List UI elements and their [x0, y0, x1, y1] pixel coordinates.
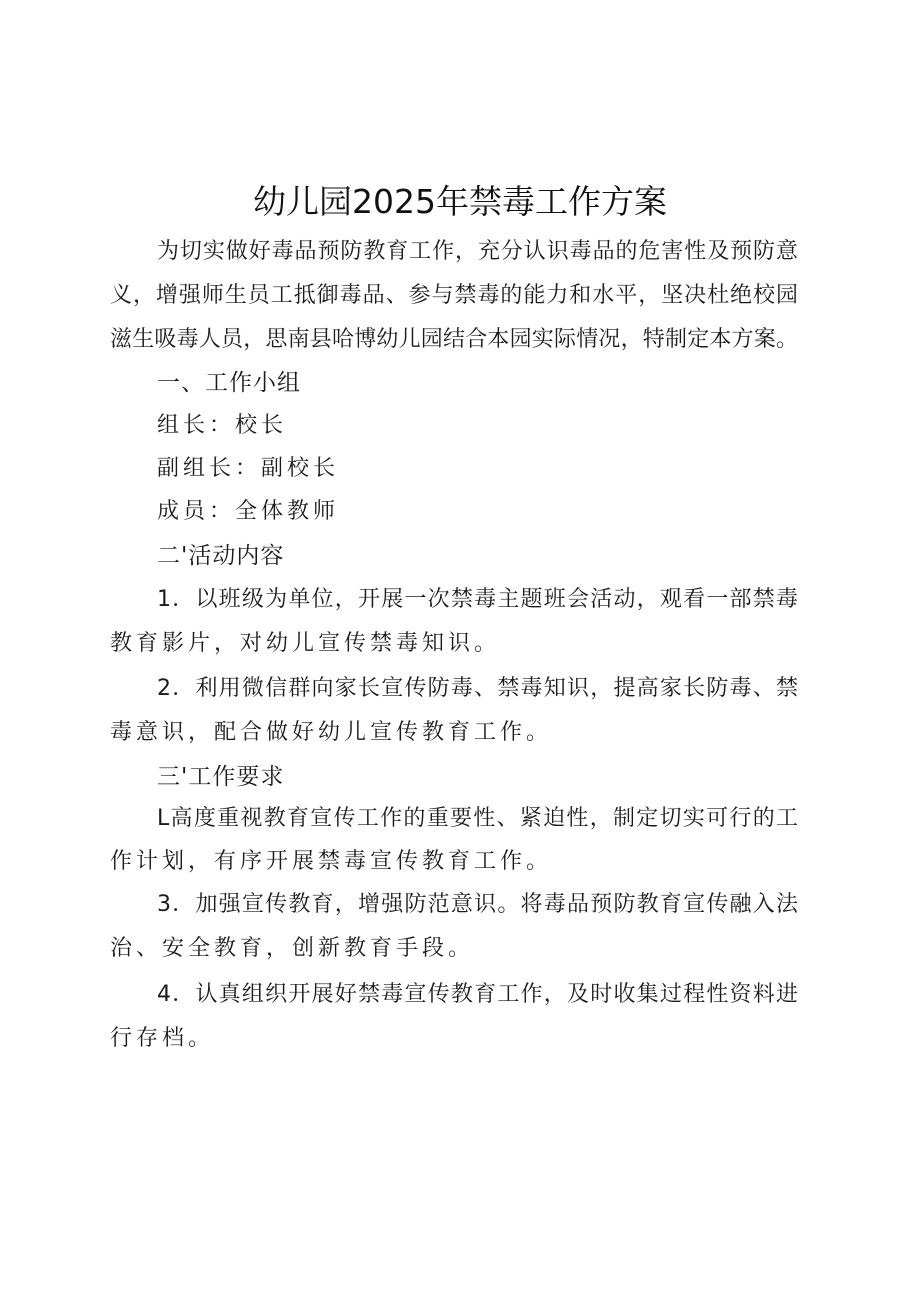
intro-line-1: 为切实做好毒品预防教育工作，充分认识毒品的危害性及预防意: [157, 239, 798, 264]
section-3-heading: 三'工作要求: [157, 764, 285, 790]
activity-item-2-line-1: 2．利用微信群向家长宣传防毒、禁毒知识，提高家长防毒、禁: [157, 676, 798, 701]
activity-item-1-line-2: 教育影片，对幼儿宣传禁毒知识。: [110, 631, 501, 656]
requirement-item-4-line-2: 行存档。: [110, 1026, 215, 1051]
document-title: 幼儿园2025年禁毒工作方案: [253, 182, 667, 221]
section-2-heading: 二'活动内容: [157, 543, 285, 569]
group-members-line: 成员：全体教师: [157, 499, 340, 524]
activity-item-2-line-2: 毒意识，配合做好幼儿宣传教育工作。: [110, 720, 553, 745]
requirement-item-1-line-1: L高度重视教育宣传工作的重要性、紧迫性，制定切实可行的工: [157, 806, 798, 831]
requirement-item-3-line-2: 治、安全教育，创新教育手段。: [110, 936, 475, 961]
activity-item-1-line-1: 1．以班级为单位，开展一次禁毒主题班会活动，观看一部禁毒: [157, 587, 798, 612]
group-leader-line: 组长：校长: [157, 413, 288, 438]
intro-line-3: 滋生吸毒人员，思南县哈博幼儿园结合本园实际情况，特制定本方案。: [110, 327, 798, 352]
intro-line-2: 义，增强师生员工抵御毒品、参与禁毒的能力和水平，坚决杜绝校园: [110, 283, 798, 308]
group-deputy-line: 副组长：副校长: [157, 456, 340, 481]
requirement-item-3-line-1: 3．加强宣传教育，增强防范意识。将毒品预防教育宣传融入法: [157, 892, 798, 917]
section-1-heading: 一、工作小组: [157, 370, 301, 396]
requirement-item-4-line-1: 4．认真组织开展好禁毒宣传教育工作，及时收集过程性资料进: [157, 982, 798, 1007]
requirement-item-1-line-2: 作计划，有序开展禁毒宣传教育工作。: [110, 849, 553, 874]
